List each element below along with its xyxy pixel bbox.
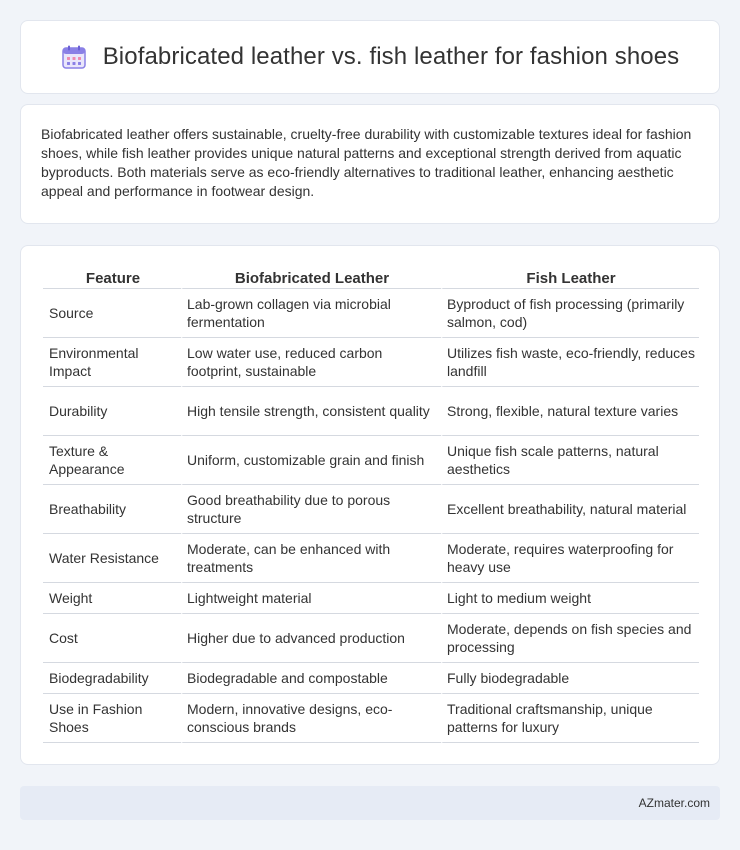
biofabricated-cell: Lightweight material <box>181 583 441 614</box>
fish-cell: Fully biodegradable <box>441 663 699 694</box>
feature-cell: Use in Fashion Shoes <box>43 694 181 743</box>
feature-cell: Biodegradability <box>43 663 181 694</box>
biofabricated-cell: Good breathability due to porous structure <box>181 485 441 534</box>
biofabricated-cell: Lab-grown collagen via microbial fermentation <box>181 289 441 338</box>
feature-cell: Source <box>43 289 181 338</box>
footer-brand[interactable]: AZmater.com <box>638 796 710 810</box>
table-header-row <box>43 266 699 289</box>
footer <box>20 786 720 820</box>
biofabricated-cell: Modern, innovative designs, eco-conscious brands <box>181 694 441 743</box>
comparison-table <box>43 266 699 743</box>
header-feature: Feature <box>43 266 181 289</box>
fish-cell: Byproduct of fish processing (primarily salmon, cod) <box>441 289 699 338</box>
table-row <box>43 485 699 534</box>
intro-paragraph: Biofabricated leather offers sustainable, cruelty-free durability with customizable textures ideal for fashion shoes, while fish leather provides unique natural patterns and exceptional strength derived from aquatic byproducts. Both materials serve as eco-friendly alternatives to traditional leather, enhancing aesthetic appeal and performance in footwear design. <box>41 126 692 199</box>
feature-cell: Environmental Impact <box>43 338 181 387</box>
feature-cell: Durability <box>43 387 181 436</box>
biofabricated-cell: Moderate, can be enhanced with treatments <box>181 534 441 583</box>
feature-cell: Water Resistance <box>43 534 181 583</box>
header-fish: Fish Leather <box>441 266 699 289</box>
intro-card <box>20 104 720 224</box>
page-title: Biofabricated leather vs. fish leather for fashion shoes <box>102 43 680 70</box>
table-row <box>43 614 699 663</box>
table-row <box>43 387 699 436</box>
fish-cell: Excellent breathability, natural material <box>441 485 699 534</box>
biofabricated-cell: Biodegradable and compostable <box>181 663 441 694</box>
fish-cell: Traditional craftsmanship, unique patterns for luxury <box>441 694 699 743</box>
fish-cell: Strong, flexible, natural texture varies <box>441 387 699 436</box>
table-row <box>43 583 699 614</box>
fish-cell: Moderate, requires waterproofing for heavy use <box>441 534 699 583</box>
feature-cell: Cost <box>43 614 181 663</box>
table-row <box>43 289 699 338</box>
table-row <box>43 338 699 387</box>
fish-cell: Light to medium weight <box>441 583 699 614</box>
biofabricated-cell: Low water use, reduced carbon footprint, sustainable <box>181 338 441 387</box>
feature-cell: Texture & Appearance <box>43 436 181 485</box>
biofabricated-cell: High tensile strength, consistent quality <box>181 387 441 436</box>
title-card <box>20 20 720 94</box>
feature-cell: Breathability <box>43 485 181 534</box>
comparison-card <box>20 245 720 765</box>
biofabricated-cell: Uniform, customizable grain and finish <box>181 436 441 485</box>
feature-cell: Weight <box>43 583 181 614</box>
table-row <box>43 534 699 583</box>
table-row <box>43 694 699 743</box>
fish-cell: Utilizes fish waste, eco-friendly, reduces landfill <box>441 338 699 387</box>
table-row <box>43 663 699 694</box>
table-row <box>43 436 699 485</box>
calendar-icon <box>61 44 87 70</box>
header-biofabricated: Biofabricated Leather <box>181 266 441 289</box>
fish-cell: Unique fish scale patterns, natural aesthetics <box>441 436 699 485</box>
title-wrap <box>61 43 680 71</box>
biofabricated-cell: Higher due to advanced production <box>181 614 441 663</box>
fish-cell: Moderate, depends on fish species and processing <box>441 614 699 663</box>
